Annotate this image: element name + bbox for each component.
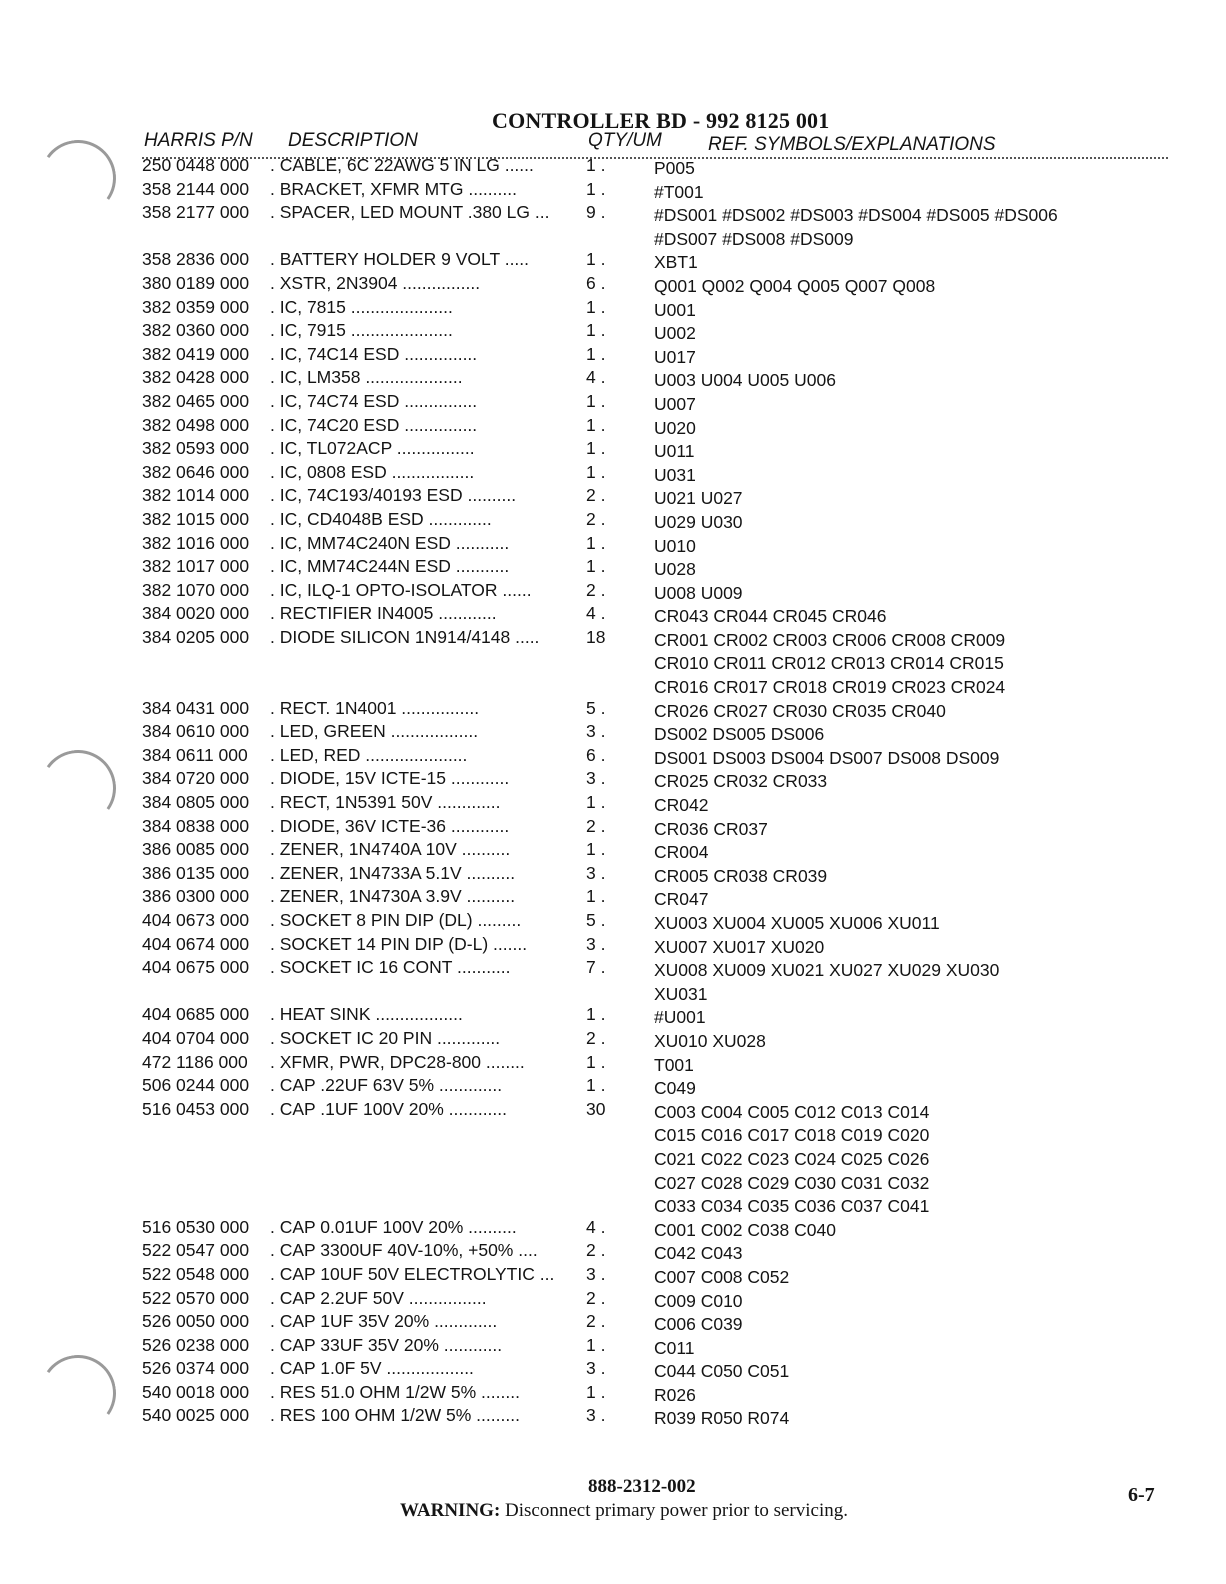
table-row (0, 650, 1226, 674)
table-row (0, 1335, 1226, 1359)
quantity: 1 . (586, 249, 606, 270)
quantity: 1 . (586, 296, 606, 317)
quantity: 1 . (586, 1004, 606, 1025)
description: . CAP 3300UF 40V-10%, +50% .... (270, 1240, 538, 1261)
part-number: 506 0244 000 (142, 1075, 250, 1096)
table-row (0, 1193, 1226, 1217)
ref-symbols: XU003 XU004 XU005 XU006 XU011 (654, 913, 940, 933)
ref-symbols: R026 (654, 1384, 696, 1405)
page-number: 6-7 (1128, 1484, 1155, 1506)
quantity: 2 . (586, 815, 606, 836)
table-row (0, 1264, 1226, 1288)
description: . RECT. 1N4001 ................ (270, 697, 480, 718)
quantity: 1 . (586, 1381, 606, 1402)
column-header-ref: REF. SYMBOLS/EXPLANATIONS (708, 134, 996, 155)
part-number: 404 0673 000 (142, 910, 250, 930)
part-number: 472 1186 000 (142, 1051, 248, 1072)
part-number: 380 0189 000 (142, 272, 250, 293)
quantity: 6 . (586, 744, 606, 765)
quantity: 1 . (586, 556, 606, 577)
description: . CAP 0.01UF 100V 20% .......... (270, 1216, 517, 1237)
table-row (0, 698, 1226, 722)
footer-warning (400, 1500, 848, 1522)
quantity: 1 . (586, 155, 606, 175)
ref-symbols: XBT1 (654, 252, 698, 273)
part-number: 384 0838 000 (142, 815, 250, 836)
table-row (0, 1382, 1226, 1406)
description: . LED, GREEN .................. (270, 721, 479, 742)
table-row (0, 1288, 1226, 1312)
table-row (0, 320, 1226, 344)
description: . CAP .22UF 63V 5% ............. (270, 1075, 503, 1096)
description: . LED, RED ..................... (270, 744, 468, 765)
part-number: 386 0135 000 (142, 862, 250, 883)
part-number: 382 0419 000 (142, 343, 250, 364)
description: . IC, CD4048B ESD ............. (270, 508, 492, 529)
ref-symbols: DS002 DS005 DS006 (654, 724, 825, 745)
part-number: 522 0548 000 (142, 1263, 250, 1284)
description: . IC, LM358 .................... (270, 367, 463, 388)
table-row (0, 674, 1226, 698)
description: . DIODE, 15V ICTE-15 ............ (270, 768, 510, 789)
quantity: 4 . (586, 367, 606, 388)
quantity: 1 . (586, 886, 606, 907)
quantity: 2 . (586, 485, 606, 506)
quantity: 3 . (586, 933, 606, 954)
ref-symbols: CR042 (654, 795, 709, 816)
table-row (0, 1240, 1226, 1264)
table-row (0, 438, 1226, 462)
table-row (0, 297, 1226, 321)
ref-symbols: CR004 (654, 842, 709, 863)
description: . CAP 2.2UF 50V ................ (270, 1287, 487, 1308)
quantity: 6 . (586, 272, 606, 293)
part-number: 382 1015 000 (142, 508, 250, 529)
ref-symbols: CR005 CR038 CR039 (654, 865, 828, 886)
table-row (0, 957, 1226, 981)
part-number: 516 0530 000 (142, 1216, 250, 1237)
part-number: 404 0685 000 (142, 1004, 250, 1025)
document-number: 888-2312-002 (588, 1476, 696, 1497)
description: . SOCKET 8 PIN DIP (DL) ......... (270, 910, 522, 930)
description: . RES 100 OHM 1/2W 5% ......... (270, 1405, 520, 1426)
ref-symbols: XU031 (654, 983, 708, 1004)
description: . RES 51.0 OHM 1/2W 5% ........ (270, 1381, 520, 1402)
description: . CABLE, 6C 22AWG 5 IN LG ...... (270, 155, 534, 175)
description: . CAP 1UF 35V 20% ............. (270, 1311, 498, 1332)
description: . SPACER, LED MOUNT .380 LG ... (270, 202, 550, 223)
table-row (0, 721, 1226, 745)
ref-symbols: XU010 XU028 (654, 1030, 766, 1051)
quantity: 3 . (586, 862, 606, 883)
ref-symbols: XU008 XU009 XU021 XU027 XU029 XU030 (654, 960, 1000, 981)
quantity: 2 . (586, 1311, 606, 1332)
ref-symbols: T001 (654, 1054, 694, 1075)
table-row (0, 533, 1226, 557)
quantity: 2 . (586, 1027, 606, 1048)
description: . IC, 74C74 ESD ............... (270, 390, 478, 411)
ref-symbols: R039 R050 R074 (654, 1408, 790, 1429)
ref-symbols: C009 C010 (654, 1290, 743, 1311)
column-header-qty: QTY/UM (588, 130, 662, 151)
table-row (0, 344, 1226, 368)
table-row (0, 462, 1226, 486)
part-number: 382 0646 000 (142, 461, 250, 482)
part-number: 358 2144 000 (142, 178, 250, 199)
ref-symbols: #U001 (654, 1007, 706, 1028)
ref-symbols: U002 (654, 323, 696, 344)
description: . IC, 74C193/40193 ESD .......... (270, 485, 517, 506)
ref-symbols: #DS001 #DS002 #DS003 #DS004 #DS005 #DS006 (654, 205, 1058, 226)
table-row (0, 179, 1226, 203)
ref-symbols: #T001 (654, 181, 704, 202)
table-row (0, 509, 1226, 533)
quantity: 2 . (586, 508, 606, 529)
part-number: 382 1016 000 (142, 532, 250, 553)
ref-symbols: U028 (654, 559, 696, 580)
table-row (0, 202, 1226, 226)
table-row (0, 1028, 1226, 1052)
part-number: 526 0238 000 (142, 1334, 250, 1355)
table-row (0, 1311, 1226, 1335)
ref-symbols: C042 C043 (654, 1243, 743, 1264)
ref-symbols: #DS007 #DS008 #DS009 (654, 228, 854, 249)
description: . CAP 33UF 35V 20% ............ (270, 1334, 503, 1355)
warning-text: Disconnect primary power prior to servicing. (500, 1500, 848, 1521)
table-row (0, 1146, 1226, 1170)
part-number: 382 0593 000 (142, 438, 250, 459)
quantity: 3 . (586, 1405, 606, 1426)
part-number: 384 0611 000 (142, 744, 248, 765)
quantity: 1 . (586, 390, 606, 411)
description: . BRACKET, XFMR MTG .......... (270, 178, 517, 199)
description: . IC, 7915 ..................... (270, 320, 453, 341)
part-number: 386 0085 000 (142, 839, 250, 860)
ref-symbols: U010 (654, 535, 696, 556)
table-row (0, 627, 1226, 651)
quantity: 3 . (586, 1263, 606, 1284)
table-row (0, 1405, 1226, 1429)
part-number: 382 0498 000 (142, 414, 250, 435)
table-row (0, 745, 1226, 769)
table-row (0, 934, 1226, 958)
description: . IC, TL072ACP ................ (270, 438, 475, 459)
quantity: 1 . (586, 320, 606, 341)
part-number: 522 0547 000 (142, 1240, 250, 1261)
ref-symbols: U021 U027 (654, 488, 743, 509)
ref-symbols: C049 (654, 1078, 696, 1099)
description: . ZENER, 1N4740A 10V .......... (270, 839, 511, 860)
quantity: 4 . (586, 603, 606, 624)
ref-symbols: C003 C004 C005 C012 C013 C014 (654, 1101, 930, 1122)
part-number: 382 0360 000 (142, 320, 250, 341)
quantity: 1 . (586, 1051, 606, 1072)
ref-symbols: CR047 (654, 889, 709, 910)
table-row (0, 1004, 1226, 1028)
table-row (0, 226, 1226, 250)
ref-symbols: XU007 XU017 XU020 (654, 936, 825, 957)
part-number: 382 0359 000 (142, 296, 250, 317)
ref-symbols: Q001 Q002 Q004 Q005 Q007 Q008 (654, 275, 936, 296)
table-row (0, 485, 1226, 509)
description: . XSTR, 2N3904 ................ (270, 272, 481, 293)
part-number: 358 2836 000 (142, 249, 250, 270)
description: . BATTERY HOLDER 9 VOLT ..... (270, 249, 530, 270)
quantity: 2 . (586, 579, 606, 600)
quantity: 18 (586, 626, 606, 647)
description: . IC, 74C20 ESD ............... (270, 414, 478, 435)
quantity: 2 . (586, 1240, 606, 1261)
ref-symbols: C007 C008 C052 (654, 1266, 790, 1287)
description: . DIODE, 36V ICTE-36 ............ (270, 815, 510, 836)
part-number: 404 0704 000 (142, 1027, 250, 1048)
part-number: 386 0300 000 (142, 886, 250, 907)
part-number: 382 1017 000 (142, 556, 250, 577)
ref-symbols: C027 C028 C029 C030 C031 C032 (654, 1172, 930, 1193)
table-row (0, 580, 1226, 604)
ref-symbols: CR001 CR002 CR003 CR006 CR008 CR009 (654, 629, 1006, 650)
parts-list (0, 155, 1226, 1429)
part-number: 404 0674 000 (142, 933, 250, 954)
quantity: 5 . (586, 910, 606, 930)
table-row (0, 155, 1226, 179)
quantity: 3 . (586, 768, 606, 789)
quantity: 1 . (586, 343, 606, 364)
description: . IC, 74C14 ESD ............... (270, 343, 478, 364)
ref-symbols: U017 (654, 346, 696, 367)
quantity: 1 . (586, 1075, 606, 1096)
quantity: 1 . (586, 414, 606, 435)
table-row (0, 792, 1226, 816)
column-header-description: DESCRIPTION (288, 130, 418, 151)
column-header-pn: HARRIS P/N (144, 130, 253, 151)
table-row (0, 863, 1226, 887)
table-row (0, 1122, 1226, 1146)
description: . RECT, 1N5391 50V ............. (270, 792, 501, 813)
part-number: 382 0465 000 (142, 390, 250, 411)
page-title: CONTROLLER BD - 992 8125 001 (492, 108, 830, 133)
description: . SOCKET 14 PIN DIP (D-L) ....... (270, 933, 528, 954)
table-row (0, 1217, 1226, 1241)
ref-symbols: U020 (654, 417, 696, 438)
table-row (0, 1052, 1226, 1076)
quantity: 4 . (586, 1216, 606, 1237)
table-row (0, 1075, 1226, 1099)
part-number: 250 0448 000 (142, 155, 250, 175)
ref-symbols: U011 (654, 441, 695, 462)
description: . CAP 10UF 50V ELECTROLYTIC ... (270, 1263, 555, 1284)
table-row (0, 816, 1226, 840)
part-number: 540 0018 000 (142, 1381, 250, 1402)
ref-symbols: C033 C034 C035 C036 C037 C041 (654, 1196, 930, 1217)
quantity: 9 . (586, 202, 606, 223)
ref-symbols: C015 C016 C017 C018 C019 C020 (654, 1125, 930, 1146)
part-number: 516 0453 000 (142, 1098, 250, 1119)
description: . ZENER, 1N4730A 3.9V .......... (270, 886, 516, 907)
table-row (0, 556, 1226, 580)
quantity: 3 . (586, 721, 606, 742)
part-number: 384 0205 000 (142, 626, 250, 647)
part-number: 382 1070 000 (142, 579, 250, 600)
table-row (0, 910, 1226, 934)
part-number: 540 0025 000 (142, 1405, 250, 1426)
ref-symbols: U003 U004 U005 U006 (654, 370, 836, 391)
ref-symbols: P005 (654, 158, 695, 178)
description: . SOCKET IC 16 CONT ........... (270, 957, 511, 978)
ref-symbols: DS001 DS003 DS004 DS007 DS008 DS009 (654, 747, 1000, 768)
ref-symbols: U031 (654, 464, 696, 485)
ref-symbols: CR043 CR044 CR045 CR046 (654, 606, 887, 627)
table-row (0, 273, 1226, 297)
description: . RECTIFIER IN4005 ............ (270, 603, 497, 624)
description: . CAP .1UF 100V 20% ............ (270, 1098, 508, 1119)
ref-symbols: CR025 CR032 CR033 (654, 771, 828, 792)
table-row (0, 1170, 1226, 1194)
ref-symbols: U008 U009 (654, 582, 743, 603)
ref-symbols: U029 U030 (654, 511, 743, 532)
quantity: 7 . (586, 957, 606, 978)
description: . IC, ILQ-1 OPTO-ISOLATOR ...... (270, 579, 532, 600)
ref-symbols: CR010 CR011 CR012 CR013 CR014 CR015 (654, 653, 1004, 674)
part-number: 526 0050 000 (142, 1311, 250, 1332)
part-number: 384 0610 000 (142, 721, 250, 742)
ref-symbols: C001 C002 C038 C040 (654, 1219, 836, 1240)
table-row (0, 886, 1226, 910)
quantity: 2 . (586, 1287, 606, 1308)
description: . IC, 7815 ..................... (270, 296, 453, 317)
description: . SOCKET IC 20 PIN ............. (270, 1027, 501, 1048)
table-row (0, 391, 1226, 415)
part-number: 522 0570 000 (142, 1287, 250, 1308)
part-number: 526 0374 000 (142, 1358, 250, 1379)
table-row (0, 249, 1226, 273)
description: . IC, MM74C240N ESD ........... (270, 532, 510, 553)
part-number: 382 1014 000 (142, 485, 250, 506)
table-row (0, 603, 1226, 627)
quantity: 30 (586, 1098, 606, 1119)
part-number: 384 0020 000 (142, 603, 250, 624)
quantity: 5 . (586, 697, 606, 718)
quantity: 1 . (586, 792, 606, 813)
quantity: 1 . (586, 532, 606, 553)
quantity: 1 . (586, 839, 606, 860)
part-number: 384 0431 000 (142, 697, 250, 718)
table-row (0, 768, 1226, 792)
ref-symbols: CR026 CR027 CR030 CR035 CR040 (654, 700, 946, 721)
table-row (0, 839, 1226, 863)
ref-symbols: U001 (654, 299, 696, 320)
part-number: 358 2177 000 (142, 202, 250, 223)
quantity: 1 . (586, 178, 606, 199)
part-number: 384 0720 000 (142, 768, 250, 789)
ref-symbols: C021 C022 C023 C024 C025 C026 (654, 1148, 930, 1169)
ref-symbols: C044 C050 C051 (654, 1361, 790, 1382)
description: . ZENER, 1N4733A 5.1V .......... (270, 862, 516, 883)
ref-symbols: C006 C039 (654, 1314, 743, 1335)
part-number: 404 0675 000 (142, 957, 250, 978)
quantity: 1 . (586, 461, 606, 482)
description: . CAP 1.0F 5V .................. (270, 1358, 474, 1379)
warning-label: WARNING: (400, 1500, 501, 1521)
description: . IC, MM74C244N ESD ........... (270, 556, 510, 577)
description: . HEAT SINK .................. (270, 1004, 463, 1025)
description: . IC, 0808 ESD ................. (270, 461, 475, 482)
description: . XFMR, PWR, DPC28-800 ........ (270, 1051, 525, 1072)
part-number: 384 0805 000 (142, 792, 250, 813)
table-row (0, 415, 1226, 439)
table-row (0, 1099, 1226, 1123)
table-row (0, 981, 1226, 1005)
ref-symbols: CR036 CR037 (654, 818, 768, 839)
ref-symbols: CR016 CR017 CR018 CR019 CR023 CR024 (654, 677, 1006, 698)
quantity: 3 . (586, 1358, 606, 1379)
quantity: 1 . (586, 1334, 606, 1355)
quantity: 1 . (586, 438, 606, 459)
ref-symbols: C011 (654, 1337, 695, 1358)
part-number: 382 0428 000 (142, 367, 250, 388)
table-row (0, 1358, 1226, 1382)
ref-symbols: U007 (654, 393, 696, 414)
table-row (0, 367, 1226, 391)
description: . DIODE SILICON 1N914/4148 ..... (270, 626, 540, 647)
